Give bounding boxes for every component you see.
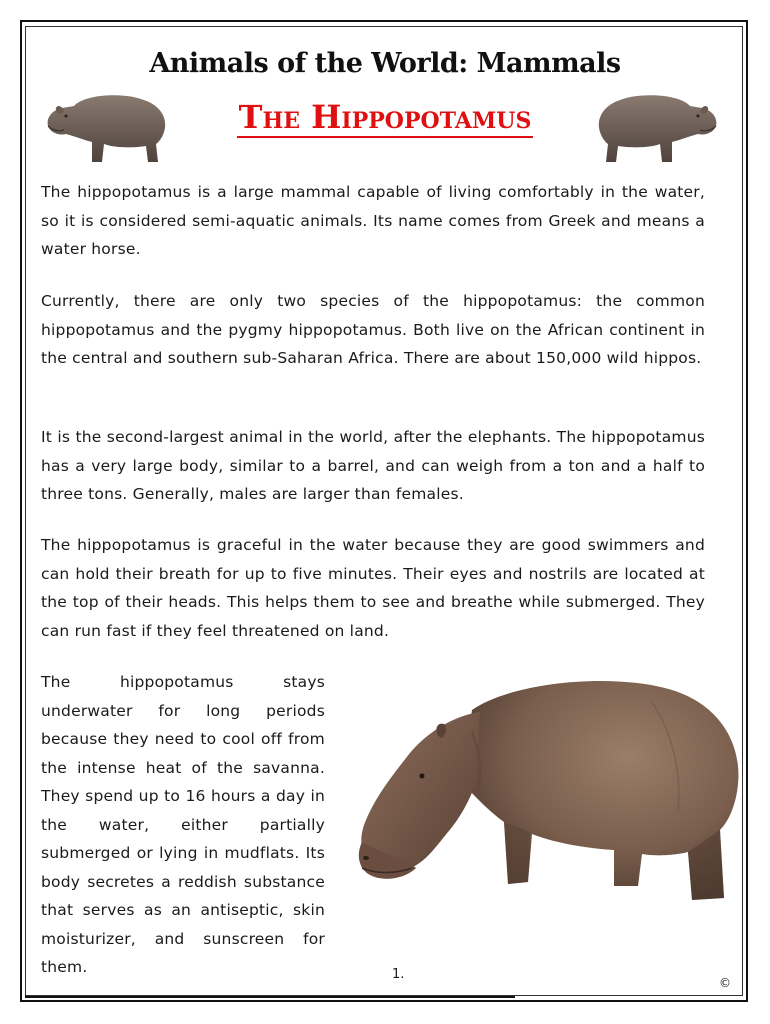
hippo-image-left <box>44 86 174 168</box>
paragraph-swimming: The hippopotamus is graceful in the water because they are good swimmers and can hold their breath for up to five minutes. Their eyes and nostrils are located at the top of their heads. This helps them to see and breathe while submerged. They can run fast if they feel threatened on land. <box>41 536 705 640</box>
hippo-image-large <box>352 672 744 904</box>
subtitle-text: The Hippopotamus <box>238 98 532 136</box>
copyright-symbol: © <box>719 976 731 990</box>
footer-divider <box>25 996 515 998</box>
paragraph-size: It is the second-largest animal in the world, after the elephants. The hippopotamus has a very large body, similar to a barrel, and can weigh from a ton and a half to three tons. Generally, males are larger than females. <box>41 428 705 503</box>
paragraph-underwater: The hippopotamus stays underwater for long periods because they need to cool off from the intense heat of the savanna. They spend up to 16 hours a day in the water, either partially submerged or lying in mudflats. Its body secretes a reddish substance that serves as an antiseptic, skin moisturizer, and sunscreen for them. <box>41 673 325 976</box>
hippo-image-right <box>588 86 722 168</box>
paragraph-species: Currently, there are only two species of the hippopotamus: the common hippopotamus and the pygmy hippopotamus. Both live on the African continent in the central and southern sub-Saharan Africa. There are about 150,000 wild hippos. <box>41 292 705 367</box>
page-number: 1. <box>392 967 405 982</box>
page-title: Animals of the World: Mammals <box>149 48 621 79</box>
paragraph-intro: The hippopotamus is a large mammal capable of living comfortably in the water, so it is considered semi-aquatic animals. Its name comes from Greek and means a water horse. <box>41 183 705 258</box>
